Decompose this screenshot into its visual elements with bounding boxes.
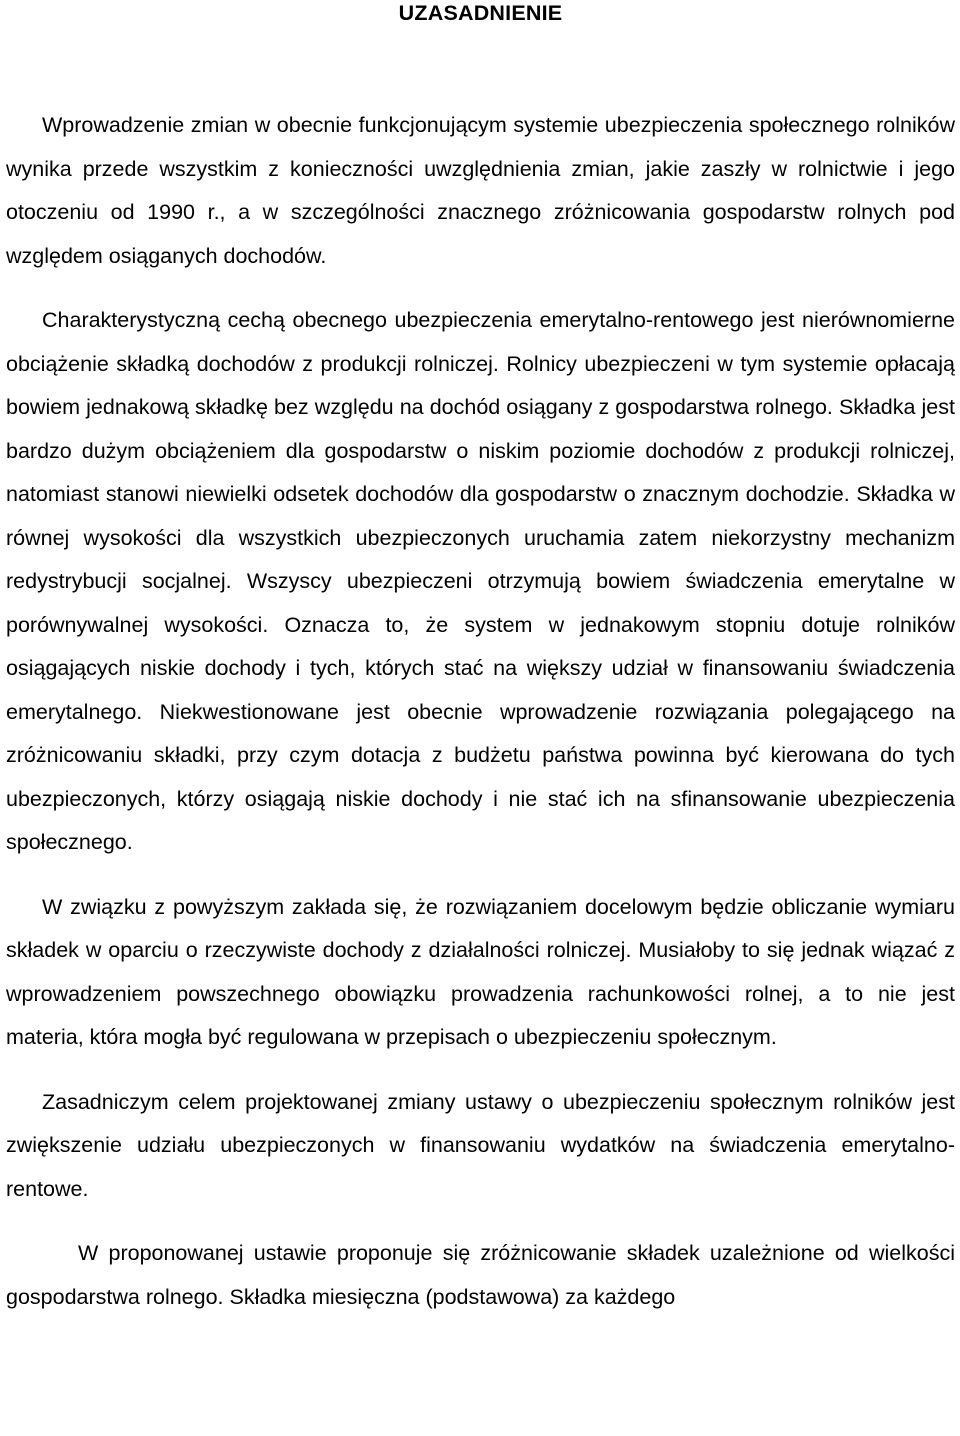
paragraph-characteristics: Charakterystyczną cechą obecnego ubezpieczenia emerytalno-rentowego jest nierównomierne obciążenie składką dochodów z produkcji rolniczej. Rolnicy ubezpieczeni w tym systemie opłacają bowiem jednakową składkę bez względu na dochód osiągany z gospodarstwa rolnego. Składka jest bardzo dużym obciążeniem dla gospodarstw o niskim poziomie dochodów z produkcji rolniczej, natomiast stanowi niewielki odsetek dochodów dla gospodarstw o znacznym dochodzie. Składka w równej wysokości dla wszystkich ubezpieczonych uruchamia zatem niekorzystny mechanizm redystrybucji socjalnej. Wszyscy ubezpieczeni otrzymują bowiem świadczenia emerytalne w porównywalnej wysokości. Oznacza to, że system w jednakowym stopniu dotuje rolników osiągających niskie dochody i tych, których stać na większy udział w finansowaniu świadczenia emerytalnego. Niekwestionowane jest obecnie wprowadzenie rozwiązania polegającego na zróżnicowaniu składki, przy czym dotacja z budżetu państwa powinna być kierowana do tych ubezpieczonych, którzy osiągają niskie dochody i nie stać ich na sfinansowanie ubezpieczenia społecznego. (6, 308, 955, 854)
document-title: UZASADNIENIE (398, 1, 563, 25)
paragraph-introduction: Wprowadzenie zmian w obecnie funkcjonującym systemie ubezpieczenia społecznego rolników wynika przede wszystkim z konieczności uwzględnienia zmian, jakie zaszły w rolnictwie i jego otoczeniu od 1990 r., a w szczególności znacznego zróżnicowania gospodarstw rolnych pod względem osiąganych dochodów. (6, 113, 955, 268)
paragraph-proposal: W proponowanej ustawie proponuje się zróżnicowanie składek uzależnione od wielkości gospodarstwa rolnego. Składka miesięczna (podstawowa) za każdego (6, 1241, 955, 1309)
paragraph-target-solution: W związku z powyższym zakłada się, że rozwiązaniem docelowym będzie obliczanie wymiaru składek w oparciu o rzeczywiste dochody z działalności rolniczej. Musiałoby to się jednak wiązać z wprowadzeniem powszechnego obowiązku prowadzenia rachunkowości rolnej, a to nie jest materia, która mogła być regulowana w przepisach o ubezpieczeniu społecznym. (6, 894, 955, 1049)
paragraph-main-goal: Zasadniczym celem projektowanej zmiany ustawy o ubezpieczeniu społecznym rolników jest zwiększenie udziału ubezpieczonych w finansowaniu wydatków na świadczenia emerytalno-rentowe. (6, 1089, 955, 1201)
